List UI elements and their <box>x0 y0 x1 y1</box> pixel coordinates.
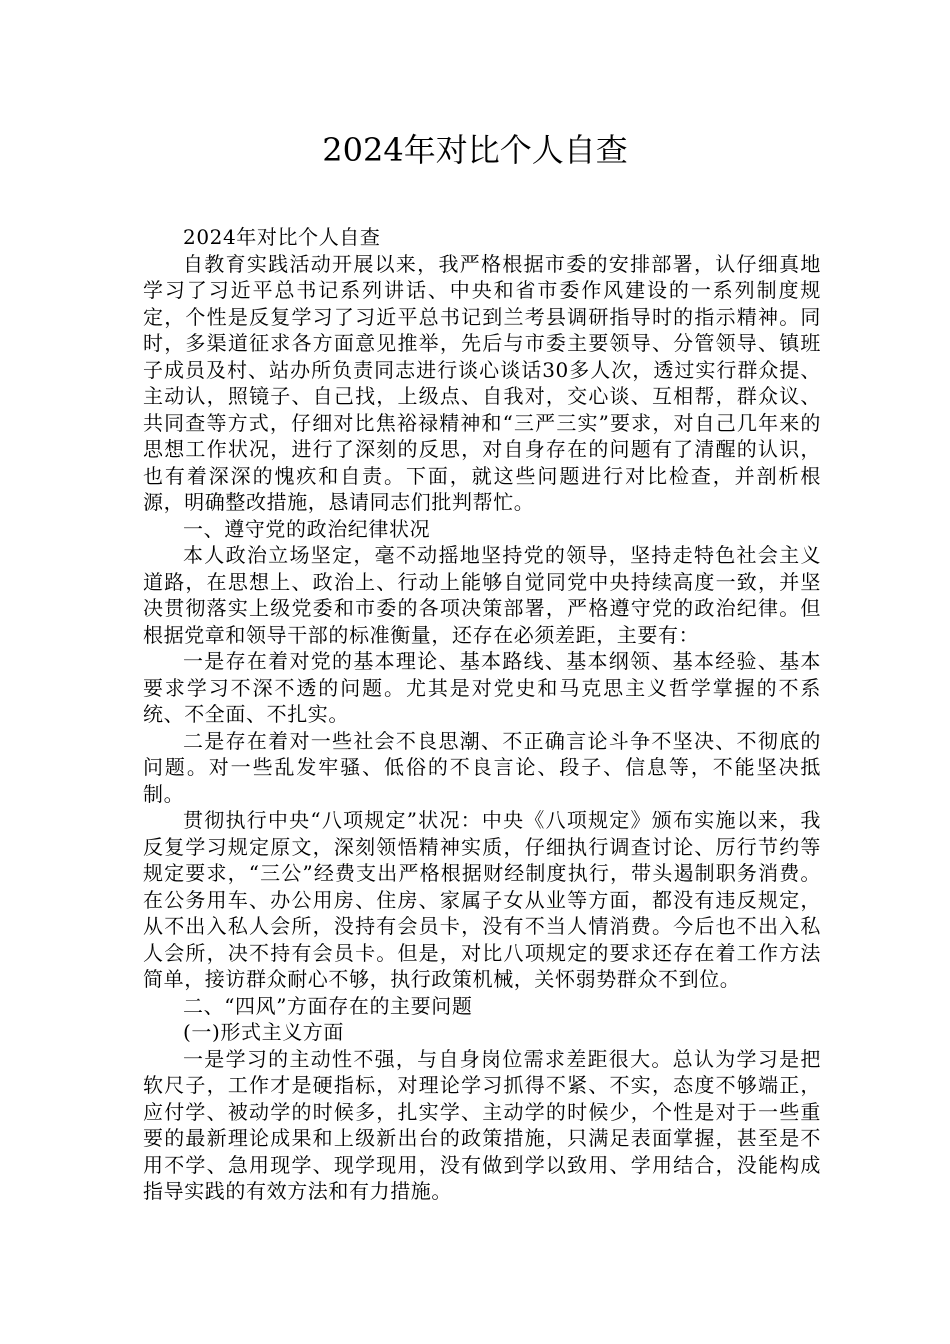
document-title: 2024年对比个人自查 <box>322 131 628 169</box>
body-subtitle-paragraph: 2024年对比个人自查 <box>183 225 381 249</box>
issue-one-paragraph: 一是存在着对党的基本理论、基本路线、基本纲领、基本经验、基本要求学习不深不透的问题。尤其是对党史和马克思主义哲学掌握的不系统、不全面、不扎实。 <box>143 649 821 726</box>
subsection-heading-formalism: (一)形式主义方面 <box>183 1020 345 1044</box>
political-stance-paragraph: 本人政治立场坚定，毫不动摇地坚持党的领导，坚持走特色社会主义道路，在思想上、政治上、行动上能够自觉同党中央持续高度一致，并坚决贯彻落实上级党委和市委的各项决策部署，严格遵守党的政治纪律。但根据党章和领导干部的标准衡量，还存在必须差距，主要有： <box>143 543 821 647</box>
eight-rules-paragraph: 贯彻执行中央“八项规定”状况：中央《八项规定》颁布实施以来，我反复学习规定原文，深刻领悟精神实质，仔细执行调查讨论、厉行节约等规定要求，“三公”经费支出严格根据财经制度执行，带头遏制职务消费。在公务用车、办公用房、住房、家属子女从业等方面，都没有违反规定，从不出入私人会所，没持有会员卡，没有不当人情消费。今后也不出入私人会所，决不持有会员卡。但是，对比八项规定的要求还存在着工作方法简单，接访群众耐心不够，执行政策机械，关怀弱势群众不到位。 <box>143 808 821 991</box>
document-body <box>143 224 821 1205</box>
formalism-issue-one-paragraph: 一是学习的主动性不强，与自身岗位需求差距很大。总认为学习是把软尺子，工作才是硬指标，对理论学习抓得不紧、不实，态度不够端正，应付学、被动学的时候多，扎实学、主动学的时候少，个性是对于一些重要的最新理论成果和上级新出台的政策措施，只满足表面掌握，甚至是不用不学、急用现学、现学现用，没有做到学以致用、学用结合，没能构成指导实践的有效方法和有力措施。 <box>143 1046 821 1203</box>
intro-paragraph: 自教育实践活动开展以来，我严格根据市委的安排部署，认仔细真地学习了习近平总书记系列讲话、中央和省市委作风建设的一系列制度规定，个性是反复学习了习近平总书记到兰考县调研指导时的指示精神。同时，多渠道征求各方面意见推举，先后与市委主要领导、分管领导、镇班子成员及村、站办所负责同志进行谈心谈话30多人次，透过实行群众提、主动认，照镜子、自己找，上级点、自我对，交心谈、互相帮，群众议、共同查等方式，仔细对比焦裕禄精神和“三严三实”要求，对自己几年来的思想工作状况，进行了深刻的反思，对自身存在的问题有了清醒的认识，也有着深深的愧疚和自责。下面，就这些问题进行对比检查，并剖析根源，明确整改措施，恳请同志们批判帮忙。 <box>143 251 821 514</box>
issue-two-paragraph: 二是存在着对一些社会不良思潮、不正确言论斗争不坚决、不彻底的问题。对一些乱发牢骚、低俗的不良言论、段子、信息等，不能坚决抵制。 <box>143 728 821 806</box>
section-heading-four-winds: 二、“四风”方面存在的主要问题 <box>183 993 473 1018</box>
section-heading-political-discipline: 一、遵守党的政治纪律状况 <box>183 516 431 541</box>
